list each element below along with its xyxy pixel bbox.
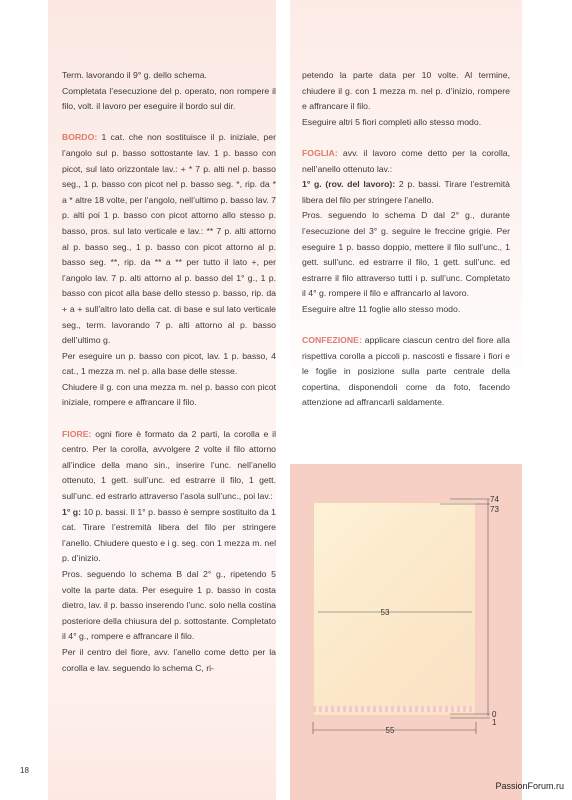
watermark: PassionForum.ru [495, 781, 564, 791]
dimension-lines [290, 464, 522, 800]
paragraph: Chiudere il g. con una mezza m. nel p. basso con picot iniziale, rompere e affrancare il filo. [62, 381, 276, 408]
paragraph: Completata l’esecuzione del p. operato, non rompere il filo, volt. il lavoro per eseguire il bordo sul dir. [62, 85, 276, 112]
fiore-heading: FIORE: [62, 428, 92, 439]
paragraph: Term. lavorando il 9° g. dello schema. [62, 70, 207, 80]
right-text-column [302, 68, 510, 411]
round-one-paragraph [302, 177, 510, 208]
round-one-paragraph [62, 505, 276, 567]
dim-label-74: 74 [490, 495, 499, 504]
fiore-section [62, 427, 276, 505]
foglia-section [302, 146, 510, 177]
round-text: 2 p. bassi. Tirare l’estremità libera del filo per stringere l’anello. [302, 179, 510, 205]
bordo-heading: BORDO: [62, 132, 98, 143]
confezione-heading: CONFEZIONE: [302, 335, 362, 346]
left-text-column [62, 68, 276, 676]
dim-label-53: 53 [380, 608, 390, 617]
paragraph: Eseguire altri 5 fiori completi allo stesso modo. [302, 116, 482, 127]
round-label: 1° g. (rov. del lavoro): [302, 179, 396, 190]
dim-label-0: 0 [492, 710, 497, 719]
paragraph: Pros. seguendo lo schema B dal 2° g., ripetendo 5 volte la parte data. Per eseguire 1 p. basso in costa dietro, lav. il p. basso inserendo l’unc. solo nella costina posteriore della chiusura del p. sottostante. Completato il 4° g., rompere e affrancare il filo. [62, 569, 276, 642]
foglia-text: avv. il lavoro come detto per la corolla, nell’anello ottenuto lav.: [302, 147, 510, 174]
round-label: 1° g: [62, 506, 81, 517]
foglia-heading: FOGLIA: [302, 147, 338, 158]
paragraph: Per eseguire un p. basso con picot, lav. 1 p. basso, 4 cat., 1 mezza m. nel p. alla base delle stesse. [62, 350, 276, 377]
confezione-text: applicare ciascun centro del fiore alla rispettiva corolla a piccoli p. nascosti e fissare i fiori e le foglie in posizione sulla parte centrale della copertina, disponendoli come da foto, facendo attenzione ad affrancarli saldamente. [302, 335, 510, 408]
dim-label-55: 55 [385, 726, 395, 735]
paragraph: Per il centro del fiore, avv. l’anello come detto per la corolla e lav. seguendo lo schema C, ri- [62, 646, 276, 673]
page-number: 18 [20, 766, 29, 775]
confezione-section [302, 333, 510, 411]
paragraph: Pros. seguendo lo schema D dal 2° g., durante l’esecuzione del 3° g. seguire le freccine grigie. Per eseguire 1 p. basso doppio, mettere il filo sull’unc., 1 gett. sull’unc. ed estrarre il filo, 1 gett. sull’unc. ed estrarre il filo attraverso tutti i p. sull’unc. Completato il 4° g. rompere il filo e affrancarlo al lavoro. [302, 210, 510, 299]
dim-label-73: 73 [490, 505, 499, 514]
round-text: 10 p. bassi. Il 1° p. basso è sempre sostituito da 1 cat. Tirare l’estremità libera del filo per stringere l’anello. Chiudere questo e i g. seg. con 1 mezza m. nel p. d’inizio. [62, 506, 276, 564]
paragraph: petendo la parte data per 10 volte. Al termine, chiudere il g. con 1 mezza m. nel p. d’inizio, rompere e affrancare il filo. [302, 70, 510, 112]
bordo-text: 1 cat. che non sostituisce il p. iniziale, per l’angolo sul p. basso sottostante lav. 1 p. basso con picot, sul lato orizzontale lav.: + * 7 p. alti nel p. basso seg., 1 p. basso con picot nel p. basso seg. *, rip. da * a * altre 18 volte, per l’angolo, nell’ultimo p. basso lav. 7 p. alti poi 1 p. basso con picot attorno allo stesso p. basso, pros. sul lato verticale e lav.: ** 7 p. alti attorno al p. basso seg., 1 p. basso con picot attorno al p. basso seg. **, rip. da ** a ** per tutto il lato +, per l’angolo lav. 7 p. alti attorno al p. basso del 1° g., 1 p. basso con picot alla base dello stesso p. basso, rip. da + a + sull’altro lato della cat. di base e sul lato verticale seg., term. lavorando 7 p. alti attorno al p. basso dell’ultimo g. [62, 132, 276, 346]
bordo-section [62, 130, 276, 348]
fiore-text: ogni fiore è formato da 2 parti, la corolla e il centro. Per la corolla, avvolgere 2 volte il filo attorno all’indice della mano sin., inserire l’unc. nell’anello ottenuto, 1 gett. sull’unc. ed estrarre il filo, 1 gett. sull’unc. ed estrarlo attraverso l’asola sull’unc., poi lav.: [62, 428, 276, 502]
dim-label-1: 1 [492, 718, 497, 727]
paragraph: Eseguire altre 11 foglie allo stesso modo. [302, 303, 461, 314]
